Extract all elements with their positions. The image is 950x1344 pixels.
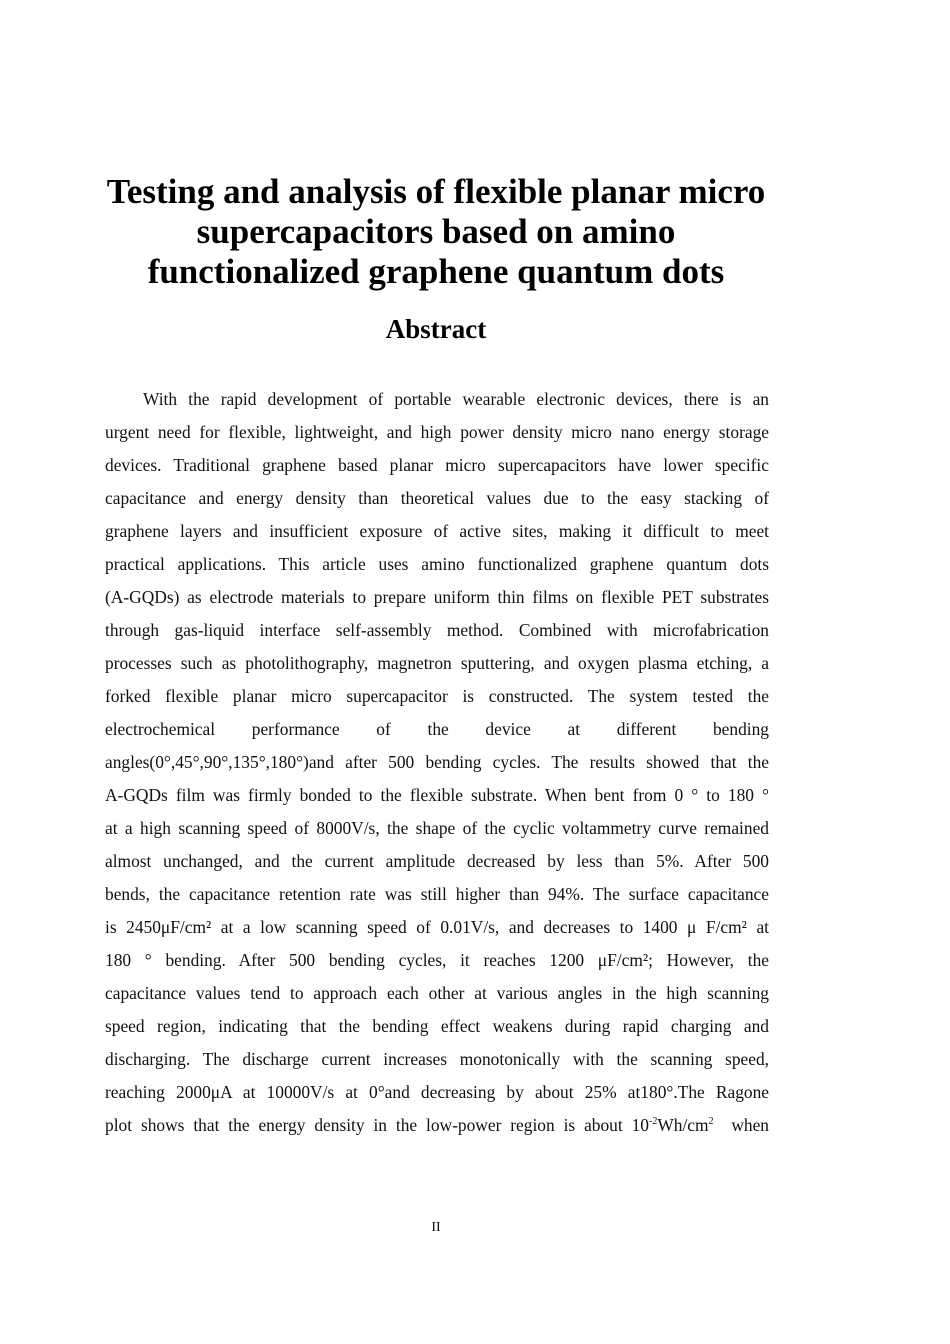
abstract-line: discharging. The discharge current increases monotonically with the scanning speed, — [105, 1049, 769, 1069]
abstract-line: capacitance and energy density than theoretical values due to the easy stacking of — [105, 488, 769, 508]
abstract-body — [105, 383, 769, 1142]
abstract-heading: Abstract — [385, 314, 487, 344]
abstract-line: 180 ° bending. After 500 bending cycles, it reaches 1200 μF/cm²; However, the — [105, 950, 769, 970]
last-line-tail: when — [713, 1115, 769, 1135]
title-line: functionalized graphene quantum dots — [147, 252, 725, 291]
abstract-line: electrochemical performance of the device at different bending — [105, 719, 769, 739]
title-line: supercapacitors based on amino — [196, 212, 676, 251]
abstract-line: angles(0°,45°,90°,135°,180°)and after 500 bending cycles. The results showed that the — [105, 752, 769, 772]
abstract-line: forked flexible planar micro supercapacitor is constructed. The system tested the — [105, 686, 769, 706]
abstract-line: capacitance values tend to approach each other at various angles in the high scanning — [105, 983, 769, 1003]
exponent-superscript: -2 — [649, 1116, 658, 1127]
abstract-line: almost unchanged, and the current amplitude decreased by less than 5%. After 500 — [105, 851, 769, 871]
abstract-line: processes such as photolithography, magnetron sputtering, and oxygen plasma etching, a — [105, 653, 769, 673]
last-line-text: plot shows that the energy density in the low-power region is about 10 — [105, 1115, 649, 1135]
unit-text: Wh/cm — [657, 1115, 709, 1135]
title-line: Testing and analysis of flexible planar micro — [106, 172, 766, 211]
unit-superscript: 2 — [708, 1116, 714, 1127]
abstract-line: bends, the capacitance retention rate was still higher than 94%. The surface capacitance — [105, 884, 769, 904]
page-number: II — [431, 1220, 441, 1235]
abstract-line: devices. Traditional graphene based planar micro supercapacitors have lower specific — [105, 455, 769, 475]
abstract-line: at a high scanning speed of 8000V/s, the shape of the cyclic voltammetry curve remained — [105, 818, 769, 838]
abstract-line: through gas-liquid interface self-assembly method. Combined with microfabrication — [105, 620, 769, 640]
paper-title — [100, 172, 772, 292]
abstract-line: A-GQDs film was firmly bonded to the flexible substrate. When bent from 0 ° to 180 ° — [105, 785, 769, 805]
abstract-line: graphene layers and insufficient exposure of active sites, making it difficult to meet — [105, 521, 769, 541]
abstract-line: With the rapid development of portable wearable electronic devices, there is an — [143, 389, 769, 409]
abstract-line: reaching 2000μA at 10000V/s at 0°and decreasing by about 25% at180°.The Ragone — [105, 1082, 769, 1102]
abstract-line: is 2450μF/cm² at a low scanning speed of 0.01V/s, and decreases to 1400 μ F/cm² at — [105, 917, 769, 937]
abstract-line: practical applications. This article uses amino functionalized graphene quantum dots — [105, 554, 769, 574]
abstract-line: (A-GQDs) as electrode materials to prepare uniform thin films on flexible PET substrates — [105, 587, 769, 607]
abstract-line: urgent need for flexible, lightweight, and high power density micro nano energy storage — [105, 422, 769, 442]
abstract-line: speed region, indicating that the bending effect weakens during rapid charging and — [105, 1016, 769, 1036]
abstract-last-line — [105, 1109, 769, 1142]
